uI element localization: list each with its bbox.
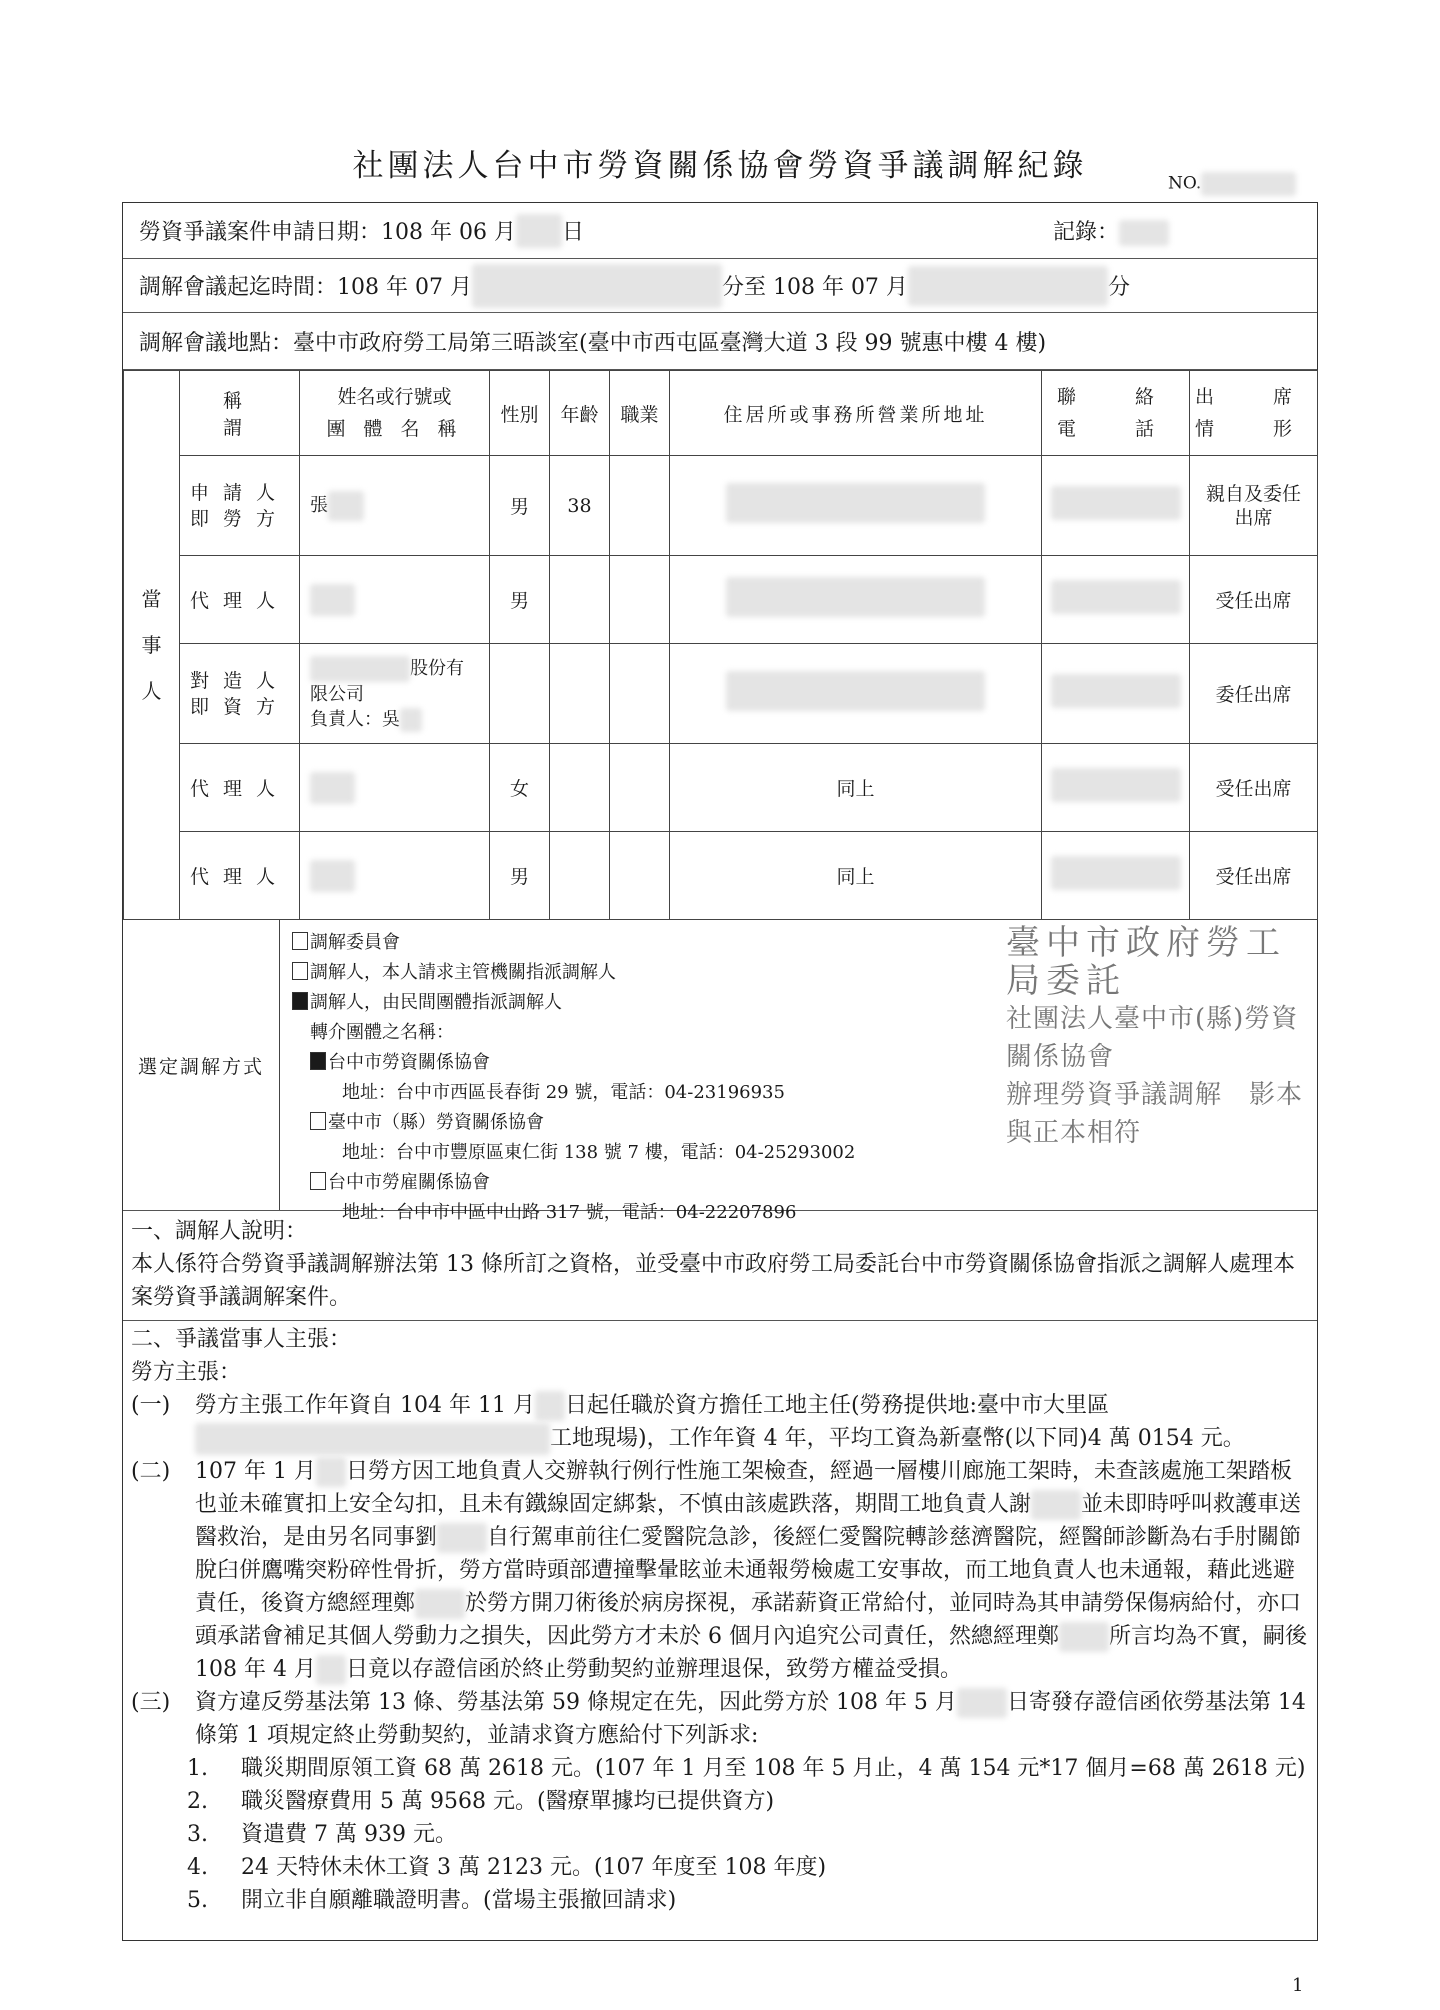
party-name: 股份有 限公司 負責人：吳 xyxy=(300,644,490,744)
redacted-day xyxy=(316,1655,346,1685)
meeting-location-row xyxy=(123,313,1317,370)
checkbox-unchecked-icon[interactable] xyxy=(310,1172,326,1190)
org-address-2: 地址：台中市豐原區東仁街 138 號 7 樓，電話：04-25293002 xyxy=(342,1142,856,1163)
party-phone xyxy=(1042,556,1190,644)
item-number: (三) xyxy=(131,1690,171,1715)
group-char: 人 xyxy=(141,679,162,703)
party-gender: 男 xyxy=(490,456,550,556)
party-occupation xyxy=(610,644,670,744)
party-gender xyxy=(490,644,550,744)
redacted-name xyxy=(1059,1622,1109,1652)
redacted-day xyxy=(316,1457,346,1487)
redacted-name xyxy=(1031,1490,1081,1520)
party-address: 同上 xyxy=(670,832,1042,920)
party-gender: 男 xyxy=(490,556,550,644)
checkbox-unchecked-icon[interactable] xyxy=(292,932,308,950)
org-address-3: 地址：台中市中區中山路 317 號，電話：04-22207896 xyxy=(342,1202,797,1223)
application-date-row xyxy=(123,203,1317,259)
item-number: (二) xyxy=(131,1459,171,1484)
col-header-title: 稱 謂 xyxy=(180,371,300,456)
party-claims-section xyxy=(123,1321,1317,1940)
mediation-mode-options xyxy=(280,920,1317,1223)
item-text: 勞方主張工作年資自 104 年 11 月 日起任職於資方擔任工地主任(勞務提供地:臺中市大里區工地現場)，工作年資 4 年，平均工資為新臺幣(以下同)4 萬 0154 元。 xyxy=(195,1389,1309,1455)
demand-4: 4. 24 天特休未休工資 3 萬 2123 元。(107 年度至 108 年度) xyxy=(187,1855,827,1880)
redacted-day xyxy=(535,1391,565,1421)
redacted-company xyxy=(310,656,410,682)
redacted-number xyxy=(1201,172,1296,196)
col-header-phone: 聯 絡 電 話 xyxy=(1042,371,1190,456)
application-day-suffix: 日 xyxy=(561,220,584,245)
party-age xyxy=(550,644,610,744)
party-address xyxy=(670,644,1042,744)
col-header-gender: 性別 xyxy=(490,371,550,456)
col-header-attendance: 出 席 情 形 xyxy=(1190,371,1318,456)
stamp-line-1: 臺中市政府勞工局委託 xyxy=(1006,923,1286,1001)
party-phone xyxy=(1042,644,1190,744)
option-private-assigned[interactable]: 調解人，由民間團體指派調解人 xyxy=(280,988,1317,1018)
section2-heading: 二、爭議當事人主張： xyxy=(131,1327,352,1352)
table-row xyxy=(124,644,1318,744)
stamp-line-3: 辦理勞資爭議調解 影本與正本相符 xyxy=(1006,1080,1304,1148)
group-char: 當 xyxy=(141,587,162,611)
demand-2: 2. 職災醫療費用 5 萬 9568 元。(醫療單據均已提供資方) xyxy=(187,1789,775,1814)
redacted-address xyxy=(726,483,986,523)
table-row xyxy=(124,556,1318,644)
document-number-label: NO. xyxy=(1168,173,1202,194)
mediation-record-form xyxy=(122,202,1318,1941)
document-number xyxy=(1168,172,1296,196)
party-name: 張 xyxy=(300,456,490,556)
claim-item-1 xyxy=(131,1389,1309,1455)
party-occupation xyxy=(610,832,670,920)
redacted-day xyxy=(516,214,562,248)
party-role: 代理人 xyxy=(180,832,300,920)
party-name xyxy=(300,744,490,832)
recorder-field xyxy=(1053,215,1169,246)
table-row xyxy=(124,456,1318,556)
recorder-label: 記錄： xyxy=(1053,220,1120,245)
redacted-phone xyxy=(1051,856,1181,890)
org-option-1[interactable]: 台中市勞資關係協會 xyxy=(280,1048,1317,1078)
redacted-address xyxy=(726,671,986,711)
col-header-occupation: 職業 xyxy=(610,371,670,456)
party-phone xyxy=(1042,456,1190,556)
col-header-age: 年齡 xyxy=(550,371,610,456)
org-option-2[interactable]: 臺中市（縣）勞資關係協會 xyxy=(280,1108,1317,1138)
claim-item-3 xyxy=(131,1686,1309,1752)
parties-group-label xyxy=(124,371,180,920)
referral-label: 轉介團體之名稱： xyxy=(310,1022,454,1043)
redacted-phone xyxy=(1051,486,1181,520)
party-attendance: 受任出席 xyxy=(1190,744,1318,832)
party-address xyxy=(670,556,1042,644)
redacted-end-time xyxy=(908,266,1108,306)
mediation-mode-section xyxy=(123,920,1317,1223)
meeting-time-prefix: 調解會議起迄時間：108 年 07 月 xyxy=(139,275,472,300)
stamp-line-2: 社團法人臺中市(縣)勞資關係協會 xyxy=(1006,1004,1299,1072)
meeting-time-row xyxy=(123,259,1317,313)
group-char: 事 xyxy=(141,633,162,657)
redacted-recorder xyxy=(1119,220,1169,246)
mediation-mode-label: 選定調解方式 xyxy=(123,920,280,1210)
party-age: 38 xyxy=(550,456,610,556)
redacted-name xyxy=(310,860,355,892)
party-role: 對造人 即資方 xyxy=(180,644,300,744)
party-gender: 男 xyxy=(490,832,550,920)
col-header-address: 住居所或事務所營業所地址 xyxy=(670,371,1042,456)
application-date-label: 勞資爭議案件申請日期：108 年 06 月 xyxy=(139,220,516,245)
party-role: 代理人 xyxy=(180,744,300,832)
party-occupation xyxy=(610,744,670,832)
redacted-name xyxy=(328,491,364,521)
redacted-phone xyxy=(1051,768,1181,802)
party-role: 代理人 xyxy=(180,556,300,644)
checkbox-checked-icon[interactable] xyxy=(292,992,308,1010)
demand-5: 5. 開立非自願離職證明書。(當場主張撤回請求) xyxy=(187,1888,677,1913)
item-text: 資方違反勞基法第 13 條、勞基法第 59 條規定在先，因此勞方於 108 年 5 月 日寄發存證信函依勞基法第 14 條第 1 項規定終止勞動契約，並請求資方應給付下列訴求: xyxy=(195,1690,1306,1748)
redacted-phone xyxy=(1051,580,1181,614)
party-age xyxy=(550,744,610,832)
meeting-time-mid: 分至 108 年 07 月 xyxy=(721,275,908,300)
demand-1: 1. 職災期間原領工資 68 萬 2618 元。(107 年 1 月至 108 年 5 月止，4 萬 154 元*17 個月=68 萬 2618 元) xyxy=(187,1756,1306,1781)
redacted-site xyxy=(195,1423,550,1455)
redacted-name xyxy=(400,708,422,732)
party-phone xyxy=(1042,832,1190,920)
redacted-address xyxy=(726,577,986,617)
org-address-1: 地址：台中市西區長春街 29 號，電話：04-23196935 xyxy=(342,1082,785,1103)
table-row xyxy=(124,744,1318,832)
party-name xyxy=(300,556,490,644)
col-header-name: 姓名或行號或 團 體 名 稱 xyxy=(300,371,490,456)
party-occupation xyxy=(610,556,670,644)
party-occupation xyxy=(610,456,670,556)
party-role: 申請人 即勞方 xyxy=(180,456,300,556)
demand-3: 3. 資遣費 7 萬 939 元。 xyxy=(187,1822,457,1847)
table-row xyxy=(124,832,1318,920)
party-attendance: 委任出席 xyxy=(1190,644,1318,744)
claim-item-2 xyxy=(131,1455,1309,1686)
redacted-day xyxy=(957,1688,1007,1718)
option-authority-assigned[interactable]: 調解人，本人請求主管機關指派調解人 xyxy=(280,958,1317,988)
party-gender: 女 xyxy=(490,744,550,832)
redacted-name xyxy=(310,584,355,616)
org-option-3[interactable]: 台中市勞雇關係協會 xyxy=(280,1168,1317,1198)
checkbox-checked-icon[interactable] xyxy=(310,1052,326,1070)
labor-claims-heading: 勞方主張： xyxy=(131,1360,242,1385)
party-address xyxy=(670,456,1042,556)
redacted-name xyxy=(415,1589,465,1619)
option-committee[interactable]: 調解委員會 xyxy=(280,928,1317,958)
party-name xyxy=(300,832,490,920)
party-attendance: 受任出席 xyxy=(1190,832,1318,920)
party-address: 同上 xyxy=(670,744,1042,832)
meeting-location: 調解會議地點：臺中市政府勞工局第三晤談室(臺中市西屯區臺灣大道 3 段 99 號惠中樓 4 樓) xyxy=(139,330,1047,356)
page-number: 1 xyxy=(1292,1975,1304,1996)
parties-header-row xyxy=(124,371,1318,456)
party-attendance: 受任出席 xyxy=(1190,556,1318,644)
document-title: 社團法人台中市勞資關係協會勞資爭議調解紀錄 xyxy=(352,148,1088,184)
redacted-phone xyxy=(1051,674,1181,708)
party-attendance: 親自及委任出席 xyxy=(1190,456,1318,556)
item-number: (一) xyxy=(131,1393,171,1418)
certification-stamp xyxy=(1006,924,1317,1152)
redacted-start-time xyxy=(472,264,722,308)
party-age xyxy=(550,832,610,920)
redacted-name xyxy=(437,1523,487,1553)
redacted-name xyxy=(310,772,355,804)
parties-table xyxy=(123,370,1318,920)
checkbox-unchecked-icon[interactable] xyxy=(292,962,308,980)
section1-heading: 一、調解人說明： xyxy=(131,1219,308,1244)
checkbox-unchecked-icon[interactable] xyxy=(310,1112,326,1130)
item-text: 107 年 1 月 日勞方因工地負責人交辦執行例行性施工架檢查，經過一層樓川廊施工架時，未查該處施工架踏板也並未確實扣上安全勾扣，且未有鐵線固定綁紮，不慎由該處跌落，期間工地負責人謝 並未即時呼叫救護車送醫救治，是由另名同事劉 自行駕車前往仁愛醫院急診，後經仁愛醫院轉診慈濟醫院，經醫師診斷為右手肘關節脫臼併鷹嘴突粉碎性骨折，勞方當時頭部遭撞擊暈眩並未通報勞檢處工安事故，而工地負責人也未通報，藉此逃避責任，後資方總經理鄭 於勞方開刀術後於病房探視，承諾薪資正常給付，並同時為其申請勞保傷病給付，亦口頭承諾會補足其個人勞動力之損失，因此勞方才未於 6 個月內追究公司責任，然總經理鄭 所言均為不實，嗣後 108 年 4 月 日竟以存證信函於終止勞動契約並辦理退保，致勞方權益受損。 xyxy=(195,1455,1309,1686)
party-phone xyxy=(1042,744,1190,832)
section1-body: 本人係符合勞資爭議調解辦法第 13 條所訂之資格，並受臺中市政府勞工局委託台中市勞資關係協會指派之調解人處理本案勞資爭議調解案件。 xyxy=(131,1252,1295,1310)
party-age xyxy=(550,556,610,644)
meeting-time-suffix: 分 xyxy=(1107,275,1130,300)
